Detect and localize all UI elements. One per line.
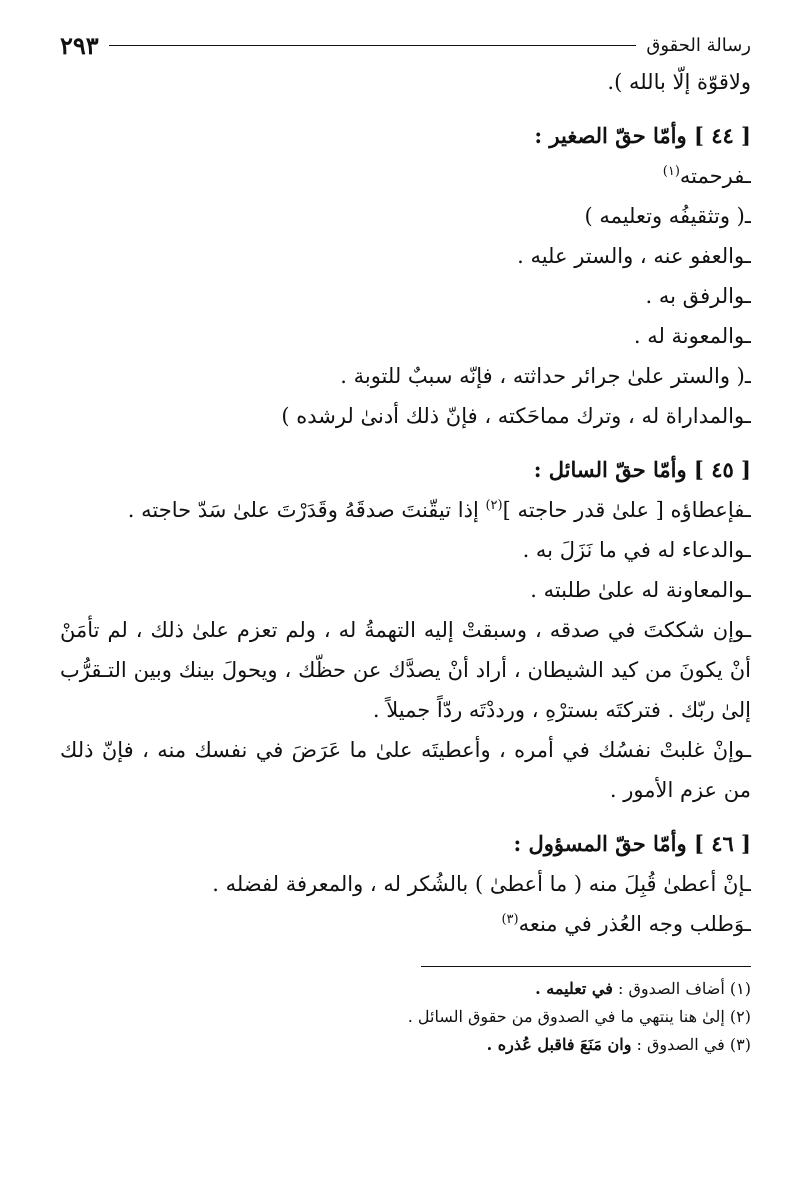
book-page	[60, 28, 751, 1152]
text-line: ـوالرفق به .	[645, 284, 751, 308]
running-title: رسالة الحقوق	[646, 34, 751, 56]
page-number: ٢٩٣	[60, 30, 99, 60]
text-line: ـوالعفو عنه ، والستر عليه .	[517, 244, 751, 268]
text-line: ـ( والستر علىٰ جرائر حداثته ، فإنّه سببٌ للتوبة .	[340, 364, 751, 388]
running-header	[60, 28, 751, 62]
footnote-text: في الصدوق :	[636, 1035, 725, 1054]
text-line: ـوالدعاء له في ما نَزَلَ به .	[522, 538, 751, 562]
footnote-number: (٣)	[729, 1035, 751, 1054]
footnote-marker[interactable]: (٣)	[501, 912, 519, 927]
text-line	[60, 490, 751, 530]
footnote-marker[interactable]: (٢)	[485, 498, 503, 513]
text-span: ـفرحمته	[679, 164, 751, 188]
footnote-3	[60, 1031, 751, 1059]
text-line: ـوالمداراة له ، وترك مماحَكته ، فإنّ ذلك أدنىٰ لرشده )	[281, 404, 751, 428]
footnote-2	[60, 1003, 751, 1031]
text-span: إذا تيقّنتَ صدقَهُ وقَدَرْتَ علىٰ سَدّ حاجته .	[127, 498, 486, 522]
footnote-quote: في تعليمه .	[535, 979, 613, 998]
text-line: ولاقوّة إلّا بالله ).	[607, 70, 751, 94]
header-rule	[109, 45, 637, 46]
main-text	[60, 62, 751, 944]
footnote-number: (٢)	[729, 1007, 751, 1026]
footnote-separator	[421, 966, 751, 967]
text-line: ـ( وتثقيفُه وتعليمه )	[584, 204, 751, 228]
text-span: ـفإعطاؤه [ علىٰ قدر حاجته ]	[502, 498, 751, 522]
text-line: ـوالمعونة له .	[633, 324, 751, 348]
paragraph: ـوإن شككتَ في صدقه ، وسبقتْ إليه التهمةُ له ، ولم تعزم علىٰ ذلك ، لم تأمَنْ أنْ يكونَ من كيد الشيطان ، أراد أنْ يصدَّك عن حظّك ، ويحولَ بينك وبين التـقرُّب إلىٰ ربّك . فتركتَه بسترْهِ ، ورددْتَه ردّاً جميلاً .	[60, 618, 751, 722]
section-heading-44: [ ٤٤ ] وأمّا حقّ الصغير :	[534, 123, 751, 148]
footnote-text: أضاف الصدوق :	[618, 979, 725, 998]
footnotes	[60, 975, 751, 1059]
text-line	[60, 156, 751, 196]
paragraph: ـوإنْ غلبتْ نفسُك في أمره ، وأعطيتَه علىٰ ما عَرَضَ في نفسك منه ، فإنّ ذلك من عزم الأمور .	[60, 738, 751, 802]
footnote-number: (١)	[729, 979, 751, 998]
text-line: ـوالمعاونة له علىٰ طلبته .	[530, 578, 751, 602]
footnote-text: إلىٰ هنا ينتهي ما في الصدوق من حقوق السائل .	[407, 1007, 725, 1026]
footnote-quote: وان مَنَعَ فاقبل عُذره .	[486, 1035, 632, 1054]
text-line: ـإنْ أعطىٰ قُبِلَ منه ( ما أعطىٰ ) بالشُكر له ، والمعرفة لفضله .	[212, 872, 751, 896]
text-line	[60, 904, 751, 944]
footnote-1	[60, 975, 751, 1003]
text-span: ـوَطلب وجه العُذر في منعه	[518, 912, 751, 936]
footnote-marker[interactable]: (١)	[662, 164, 680, 179]
section-heading-45: [ ٤٥ ] وأمّا حقّ السائل :	[533, 457, 751, 482]
section-heading-46: [ ٤٦ ] وأمّا حقّ المسؤول :	[513, 831, 751, 856]
